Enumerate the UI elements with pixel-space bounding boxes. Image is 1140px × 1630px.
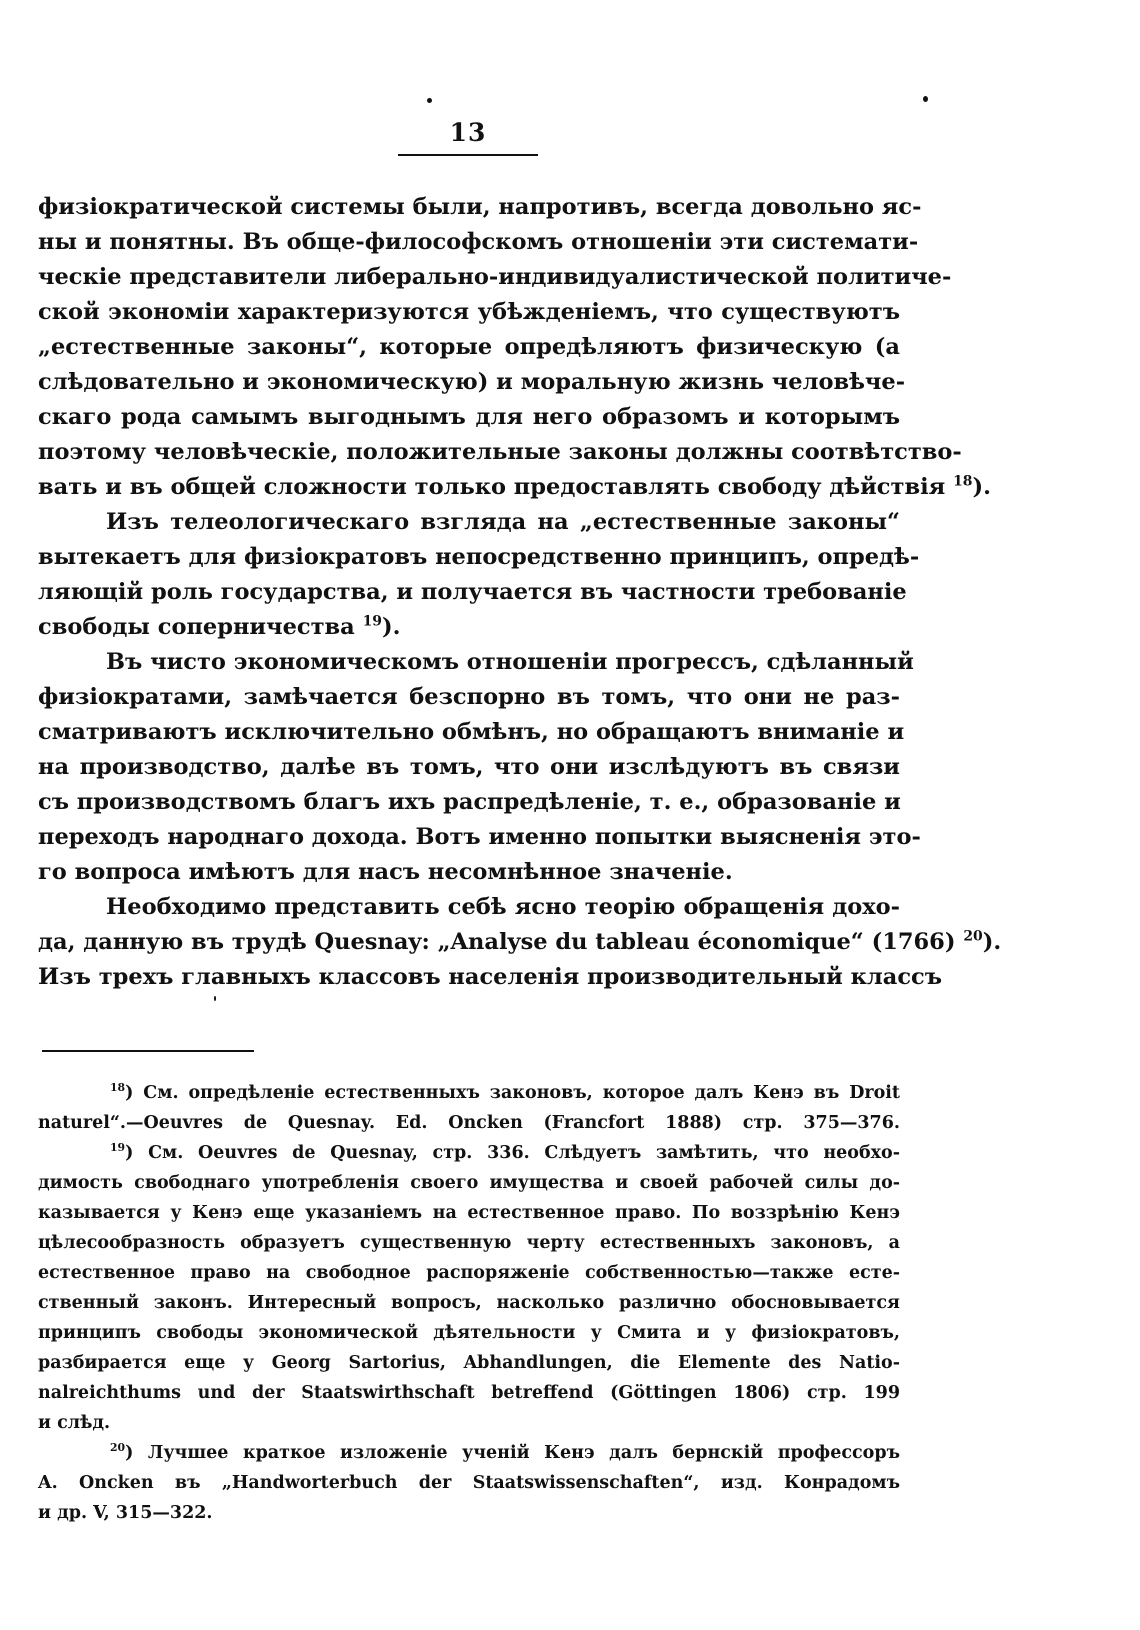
text-line: сматриваютъ исключительно обмѣнъ, но обращаютъ вниманіе и <box>38 719 905 745</box>
footnote-rule <box>42 1050 254 1052</box>
page-number: 13 <box>449 118 487 147</box>
footnote-line <box>38 1438 900 1468</box>
footnote-line: ственный законъ. Интересный вопросъ, насколько различно обосновывается <box>38 1293 900 1313</box>
footnote-number: 19 <box>110 1141 126 1155</box>
footnote-text: ) Лучшее краткое изложеніе ученій Кенэ далъ бернскій профессоръ <box>125 1443 900 1463</box>
ref-tail: ). <box>382 614 401 640</box>
text-line: переходъ народнаго дохода. Вотъ именно попытки выясненія это- <box>38 824 921 850</box>
footnote <box>38 1078 900 1138</box>
text-line-content: да, данную въ трудѣ Quesnay: „Analyse du tableau économique“ (1766) <box>38 929 956 955</box>
text-line <box>38 610 900 645</box>
text-line: Въ чисто экономическомъ отношеніи прогрессъ, сдѣланный <box>106 649 914 675</box>
footnote-line: A. Oncken въ „Handworterbuch der Staatswissenschaften“, изд. Конрадомъ <box>38 1473 900 1493</box>
footnote-number: 18 <box>110 1081 126 1095</box>
footnote <box>38 1138 900 1438</box>
footnote-line <box>38 1078 900 1108</box>
text-line: ческіе представители либерально-индивидуалистической политиче- <box>38 264 952 290</box>
scan-speck <box>923 96 928 102</box>
text-line: вытекаетъ для физіократовъ непосредственно принципъ, опредѣ- <box>38 544 920 570</box>
text-line: съ производствомъ благъ ихъ распредѣленіе, т. е., образованіе и <box>38 789 901 815</box>
text-line <box>38 925 1002 960</box>
text-line: на производство, далѣе въ томъ, что они изслѣдуютъ въ связи <box>38 754 900 780</box>
text-line: „естественные законы“, которые опредѣляютъ физическую (а <box>38 334 900 360</box>
text-line: го вопроса имѣютъ для насъ несомнѣнное значеніе. <box>38 859 733 885</box>
ref-tail: ). <box>972 474 991 500</box>
text-line: поэтому человѣческіе, положительные законы должны соотвѣтство- <box>38 439 962 465</box>
footnote-text: ) См. опредѣленіе естественныхъ законовъ, которое далъ Кенэ въ Droit <box>125 1083 900 1103</box>
header-rule <box>398 154 538 156</box>
footnote-line: димость свободнаго употребленія своего имущества и своей рабочей силы до- <box>38 1173 900 1193</box>
text-line: скаго рода самымъ выгоднымъ для него образомъ и которымъ <box>38 404 900 430</box>
footnote-line: казывается у Кенэ еще указаніемъ на естественное право. По воззрѣнію Кенэ <box>38 1203 900 1223</box>
body-text <box>38 190 1002 995</box>
footnote-line: разбирается еще у Georg Sartorius, Abhandlungen, die Elemente des Natio- <box>38 1353 900 1373</box>
footnote-line: цѣлесообразность образуетъ существенную черту естественныхъ законовъ, а <box>38 1233 900 1253</box>
text-line-content: свободы соперничества <box>38 614 355 640</box>
text-line-content: вать и въ общей сложности только предоставлять свободу дѣйствія <box>38 474 946 500</box>
paragraph <box>38 505 920 645</box>
footnote-line <box>38 1138 900 1168</box>
scan-speck <box>427 98 432 103</box>
footnote-text: ) См. Oeuvres de Quesnay, стр. 336. Слѣдуетъ замѣтить, что необхо- <box>125 1143 900 1163</box>
ref-tail: ). <box>982 929 1002 955</box>
footnote-line: nalreichthums und der Staatswirthschaft betreffend (Göttingen 1806) стр. 199 <box>38 1383 900 1403</box>
text-line: ской экономіи характеризуются убѣжденіемъ, что существуютъ <box>38 299 900 325</box>
footnotes <box>38 1078 900 1528</box>
footnote-line: и слѣд. <box>38 1413 111 1433</box>
footnote-line: принципъ свободы экономической дѣятельности у Смита и у физіократовъ, <box>38 1323 900 1343</box>
footnote-line: и др. V, 315—322. <box>38 1503 213 1523</box>
footnote-line: naturel“.—Oeuvres de Quesnay. Ed. Oncken (Francfort 1888) стр. 375—376. <box>38 1113 900 1133</box>
paragraph <box>38 890 1002 995</box>
scan-speck <box>214 996 216 1001</box>
paragraph <box>38 645 921 890</box>
text-line: физіократической системы были, напротивъ, всегда довольно яс- <box>38 194 922 220</box>
footnote <box>38 1438 900 1528</box>
footnote-ref: 20 <box>963 928 983 945</box>
text-line: Изъ трехъ главныхъ классовъ населенія производительный классъ <box>38 964 943 990</box>
footnote-ref: 19 <box>362 613 383 630</box>
footnote-line: естественное право на свободное распоряженіе собственностью—также есте- <box>38 1263 900 1283</box>
text-line: ляющій роль государства, и получается въ частности требованіе <box>38 579 907 605</box>
text-line <box>38 470 991 505</box>
paragraph <box>38 190 991 505</box>
footnote-ref: 18 <box>953 473 973 490</box>
text-line: ны и понятны. Въ обще-философскомъ отношеніи эти системати- <box>38 229 919 255</box>
footnote-number: 20 <box>110 1441 126 1455</box>
text-line: Изъ телеологическаго взгляда на „естественные законы“ <box>106 509 900 535</box>
text-line: физіократами, замѣчается безспорно въ томъ, что они не раз- <box>38 684 900 710</box>
text-line: Необходимо представить себѣ ясно теорію обращенія дохо- <box>106 894 900 920</box>
text-line: слѣдовательно и экономическую) и моральную жизнь человѣче- <box>38 369 906 395</box>
